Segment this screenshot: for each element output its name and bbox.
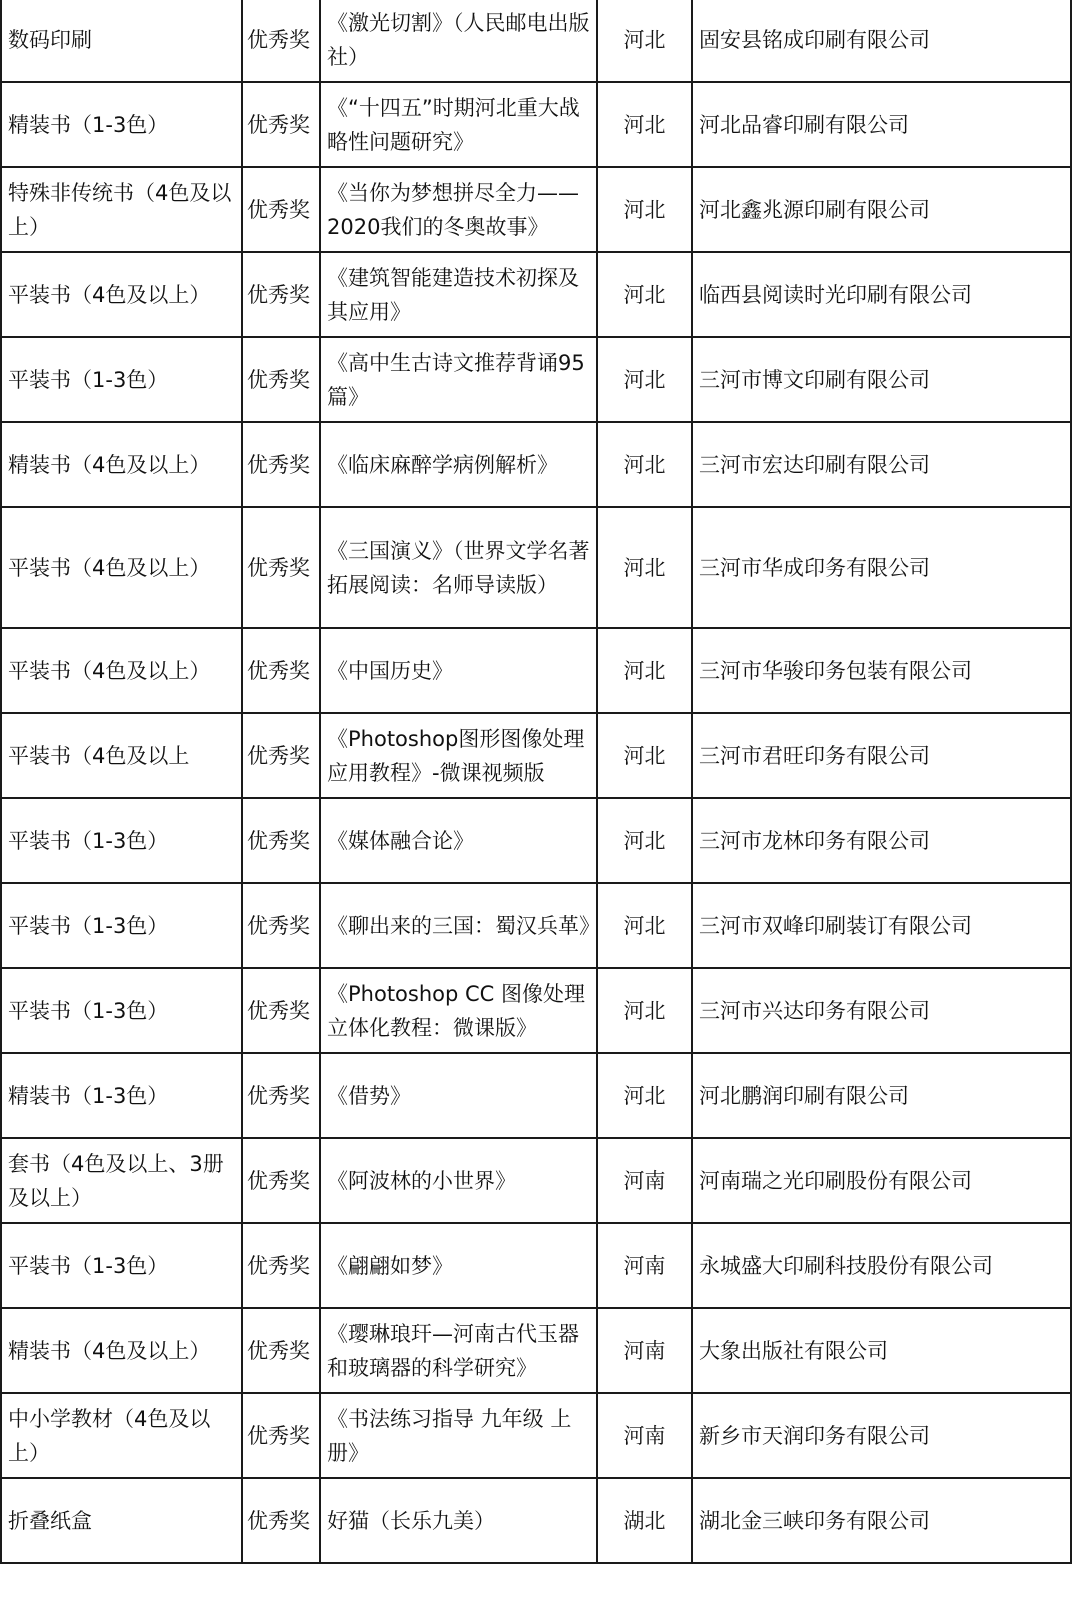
award-cell: 优秀奖 — [242, 883, 320, 968]
company-cell: 大象出版社有限公司 — [692, 1308, 1071, 1393]
award-cell: 优秀奖 — [242, 0, 320, 82]
title-cell: 《中国历史》 — [320, 628, 597, 713]
company-cell: 固安县铭成印刷有限公司 — [692, 0, 1071, 82]
table-row — [1, 1053, 1071, 1138]
table-row — [1, 883, 1071, 968]
region-cell: 河北 — [597, 968, 692, 1053]
table-row — [1, 1478, 1071, 1563]
company-cell: 三河市华骏印务包装有限公司 — [692, 628, 1071, 713]
table-row — [1, 1138, 1071, 1223]
title-cell: 好猫（长乐九美） — [320, 1478, 597, 1563]
title-cell: 《聊出来的三国：蜀汉兵革》 — [320, 883, 597, 968]
company-cell: 三河市君旺印务有限公司 — [692, 713, 1071, 798]
award-cell: 优秀奖 — [242, 82, 320, 167]
award-cell: 优秀奖 — [242, 167, 320, 252]
table-row — [1, 798, 1071, 883]
category-cell: 平装书（4色及以上） — [1, 628, 242, 713]
award-cell: 优秀奖 — [242, 713, 320, 798]
region-cell: 河南 — [597, 1223, 692, 1308]
table-row — [1, 713, 1071, 798]
company-cell: 永城盛大印刷科技股份有限公司 — [692, 1223, 1071, 1308]
region-cell: 河南 — [597, 1308, 692, 1393]
title-cell: 《书法练习指导 九年级 上册》 — [320, 1393, 597, 1478]
company-cell: 临西县阅读时光印刷有限公司 — [692, 252, 1071, 337]
company-cell: 新乡市天润印务有限公司 — [692, 1393, 1071, 1478]
region-cell: 河北 — [597, 0, 692, 82]
table-row — [1, 337, 1071, 422]
award-cell: 优秀奖 — [242, 1478, 320, 1563]
company-cell: 河北鹏润印刷有限公司 — [692, 1053, 1071, 1138]
category-cell: 平装书（4色及以上） — [1, 507, 242, 628]
region-cell: 河北 — [597, 252, 692, 337]
region-cell: 河北 — [597, 628, 692, 713]
title-cell: 《借势》 — [320, 1053, 597, 1138]
award-cell: 优秀奖 — [242, 628, 320, 713]
region-cell: 河北 — [597, 167, 692, 252]
category-cell: 中小学教材（4色及以上） — [1, 1393, 242, 1478]
award-cell: 优秀奖 — [242, 1053, 320, 1138]
award-cell: 优秀奖 — [242, 422, 320, 507]
region-cell: 河北 — [597, 798, 692, 883]
region-cell: 河南 — [597, 1138, 692, 1223]
table-row — [1, 1223, 1071, 1308]
company-cell: 河北品睿印刷有限公司 — [692, 82, 1071, 167]
category-cell: 特殊非传统书（4色及以上） — [1, 167, 242, 252]
table-row — [1, 1308, 1071, 1393]
table-row — [1, 82, 1071, 167]
company-cell: 三河市龙林印务有限公司 — [692, 798, 1071, 883]
award-cell: 优秀奖 — [242, 1393, 320, 1478]
title-cell: 《当你为梦想拼尽全力——2020我们的冬奥故事》 — [320, 167, 597, 252]
award-cell: 优秀奖 — [242, 507, 320, 628]
award-cell: 优秀奖 — [242, 252, 320, 337]
category-cell: 平装书（1-3色） — [1, 337, 242, 422]
region-cell: 河北 — [597, 713, 692, 798]
company-cell: 河北鑫兆源印刷有限公司 — [692, 167, 1071, 252]
category-cell: 套书（4色及以上、3册及以上） — [1, 1138, 242, 1223]
category-cell: 精装书（1-3色） — [1, 82, 242, 167]
company-cell: 三河市宏达印刷有限公司 — [692, 422, 1071, 507]
title-cell: 《阿波林的小世界》 — [320, 1138, 597, 1223]
title-cell: 《翩翩如梦》 — [320, 1223, 597, 1308]
table-row — [1, 167, 1071, 252]
category-cell: 平装书（1-3色） — [1, 968, 242, 1053]
region-cell: 河北 — [597, 337, 692, 422]
table-row — [1, 968, 1071, 1053]
company-cell: 三河市双峰印刷装订有限公司 — [692, 883, 1071, 968]
title-cell: 《激光切割》（人民邮电出版社） — [320, 0, 597, 82]
category-cell: 平装书（4色及以上 — [1, 713, 242, 798]
award-cell: 优秀奖 — [242, 337, 320, 422]
category-cell: 精装书（4色及以上） — [1, 1308, 242, 1393]
award-cell: 优秀奖 — [242, 798, 320, 883]
category-cell: 折叠纸盒 — [1, 1478, 242, 1563]
title-cell: 《媒体融合论》 — [320, 798, 597, 883]
company-cell: 三河市兴达印务有限公司 — [692, 968, 1071, 1053]
title-cell: 《临床麻醉学病例解析》 — [320, 422, 597, 507]
table-row — [1, 252, 1071, 337]
category-cell: 平装书（1-3色） — [1, 883, 242, 968]
region-cell: 河北 — [597, 507, 692, 628]
company-cell: 三河市博文印刷有限公司 — [692, 337, 1071, 422]
company-cell: 河南瑞之光印刷股份有限公司 — [692, 1138, 1071, 1223]
title-cell: 《建筑智能建造技术初探及其应用》 — [320, 252, 597, 337]
title-cell: 《高中生古诗文推荐背诵95篇》 — [320, 337, 597, 422]
title-cell: 《Photoshop CC 图像处理立体化教程：微课版》 — [320, 968, 597, 1053]
region-cell: 河北 — [597, 82, 692, 167]
category-cell: 精装书（4色及以上） — [1, 422, 242, 507]
category-cell: 平装书（1-3色） — [1, 1223, 242, 1308]
award-cell: 优秀奖 — [242, 1138, 320, 1223]
table-row — [1, 507, 1071, 628]
title-cell: 《三国演义》（世界文学名著拓展阅读：名师导读版） — [320, 507, 597, 628]
region-cell: 河北 — [597, 1053, 692, 1138]
award-cell: 优秀奖 — [242, 968, 320, 1053]
title-cell: 《“十四五”时期河北重大战略性问题研究》 — [320, 82, 597, 167]
region-cell: 河北 — [597, 883, 692, 968]
company-cell: 三河市华成印务有限公司 — [692, 507, 1071, 628]
category-cell: 数码印刷 — [1, 0, 242, 82]
category-cell: 精装书（1-3色） — [1, 1053, 242, 1138]
title-cell: 《Photoshop图形图像处理应用教程》-微课视频版 — [320, 713, 597, 798]
table-row — [1, 422, 1071, 507]
table-row — [1, 1393, 1071, 1478]
region-cell: 湖北 — [597, 1478, 692, 1563]
table-row — [1, 628, 1071, 713]
category-cell: 平装书（1-3色） — [1, 798, 242, 883]
category-cell: 平装书（4色及以上） — [1, 252, 242, 337]
award-cell: 优秀奖 — [242, 1223, 320, 1308]
title-cell: 《璎琳琅玕—河南古代玉器和玻璃器的科学研究》 — [320, 1308, 597, 1393]
company-cell: 湖北金三峡印务有限公司 — [692, 1478, 1071, 1563]
award-cell: 优秀奖 — [242, 1308, 320, 1393]
region-cell: 河北 — [597, 422, 692, 507]
region-cell: 河南 — [597, 1393, 692, 1478]
table-row — [1, 0, 1071, 82]
